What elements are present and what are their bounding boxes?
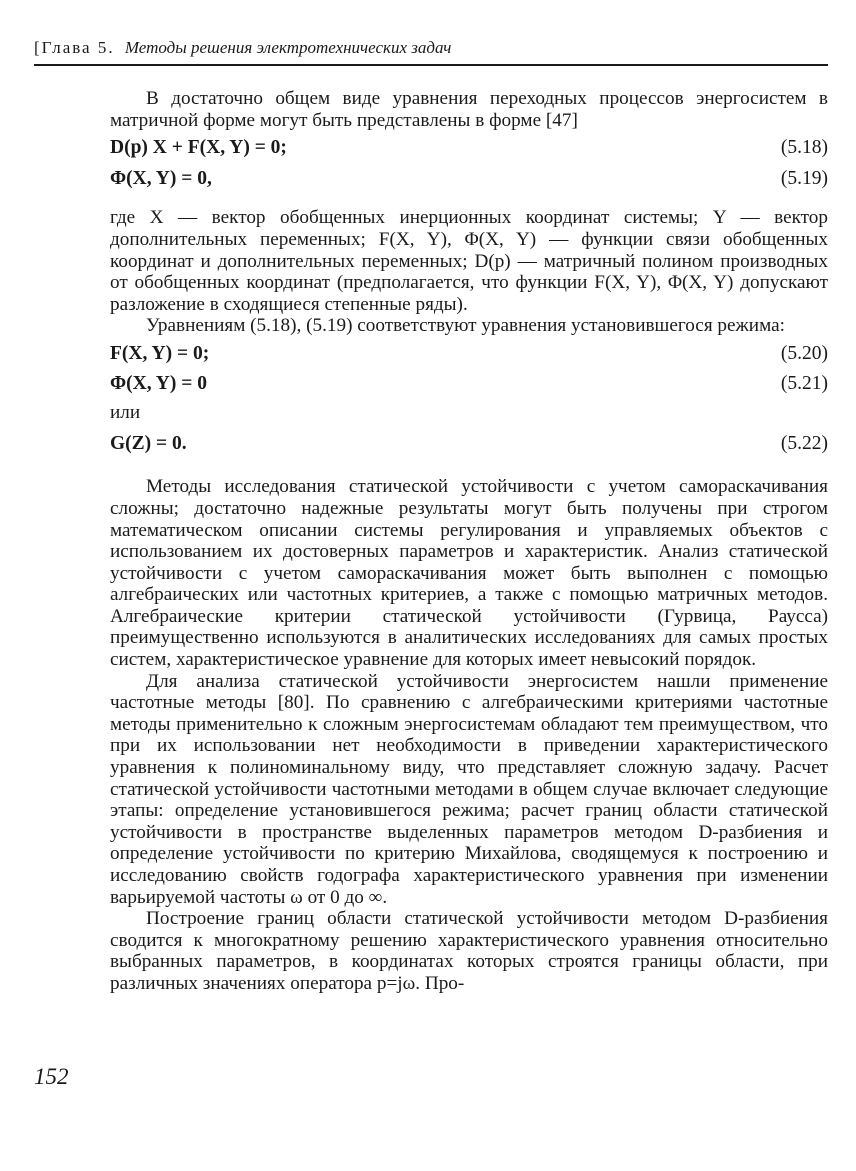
equation-5-21	[110, 373, 828, 395]
connector-word: или	[110, 402, 141, 424]
paragraph-steady-state: Уравнениям (5.18), (5.19) соответствуют уравнения установившегося режима:	[146, 315, 785, 337]
equation-5-19	[110, 168, 828, 190]
header-rule	[34, 64, 828, 66]
paragraph-frequency-methods: Для анализа статической устойчивости энергосистем нашли применение частотные методы [80]. По сравнению с алгебраическими критериями частотные методы применительно к сложным энергосистемам обладают тем преимуществом, что при их использовании нет необходимости в приведении характеристического уравнения к полиноминальному виду, что представляет сложную задачу. Расчет статической устойчивости частотными методами в общем случае включает следующие этапы: определение установившегося режима; расчет границ области статической устойчивости в пространстве выделенных параметров методом D-разбиения и определение устойчивости по критерию Михайлова, сводящемуся к построению и исследованию свойств годографа характеристического уравнения при изменении варьируемой частоты ω от 0 до ∞.	[110, 670, 828, 908]
equation-5-22	[110, 433, 828, 455]
paragraph-d-partition: Построение границ области статической устойчивости методом D-разбиения сводится к многократному решению характеристического уравнения относительно выбранных параметров, в координатах которых строятся границы области, при различных значениях оператора p=jω. Про-	[110, 908, 828, 994]
equation-number: (5.20)	[780, 342, 828, 364]
paragraph-intro: В достаточно общем виде уравнения переходных процессов энергосистем в матричной форме могут быть представлены в форме [47]	[110, 88, 828, 131]
equation-formula: D(p) X + F(X, Y) = 0;	[110, 137, 287, 159]
paragraph-methods: Методы исследования статической устойчивости с учетом самораскачивания сложны; достаточно надежные результаты могут быть получены при строгом математическом описании системы регулирования и управляемых объектов с использованием их достоверных параметров и характеристик. Анализ статической устойчивости с учетом самораскачивания может быть выполнен с помощью алгебраических или частотных критериев, а также с помощью матричных методов. Алгебраические критерии статической устойчивости (Гурвица, Раусса) преимущественно используются в аналитических исследованиях для самых простых систем, характеристическое уравнение для которых имеет невысокий порядок.	[110, 476, 828, 671]
running-header	[34, 38, 828, 58]
equation-number: (5.18)	[780, 137, 828, 159]
equation-number: (5.21)	[780, 372, 828, 394]
paragraph-definitions: где X — вектор обобщенных инерционных координат системы; Y — вектор дополнительных переменных; F(X, Y), Φ(X, Y) — функции связи обобщенных координат и дополнительных переменных; D(p) — матричный полином производных от обобщенных координат (предполагается, что функции F(X, Y), Φ(X, Y) допускают разложение в сходящиеся степенные ряды).	[110, 207, 828, 315]
section-title: Методы решения электротехнических задач	[124, 38, 452, 57]
equation-formula: F(X, Y) = 0;	[110, 342, 210, 364]
equation-number: (5.22)	[780, 432, 828, 454]
page-number: 152	[34, 1064, 69, 1089]
equation-number: (5.19)	[780, 167, 828, 189]
chapter-label: [Глава 5.	[34, 38, 115, 57]
equation-formula: Φ(X, Y) = 0,	[110, 167, 212, 189]
page-body	[110, 88, 828, 995]
equation-5-18	[110, 137, 828, 159]
equation-formula: Φ(X, Y) = 0	[110, 372, 207, 394]
equation-formula: G(Z) = 0.	[110, 432, 187, 454]
equation-5-20	[110, 343, 828, 365]
